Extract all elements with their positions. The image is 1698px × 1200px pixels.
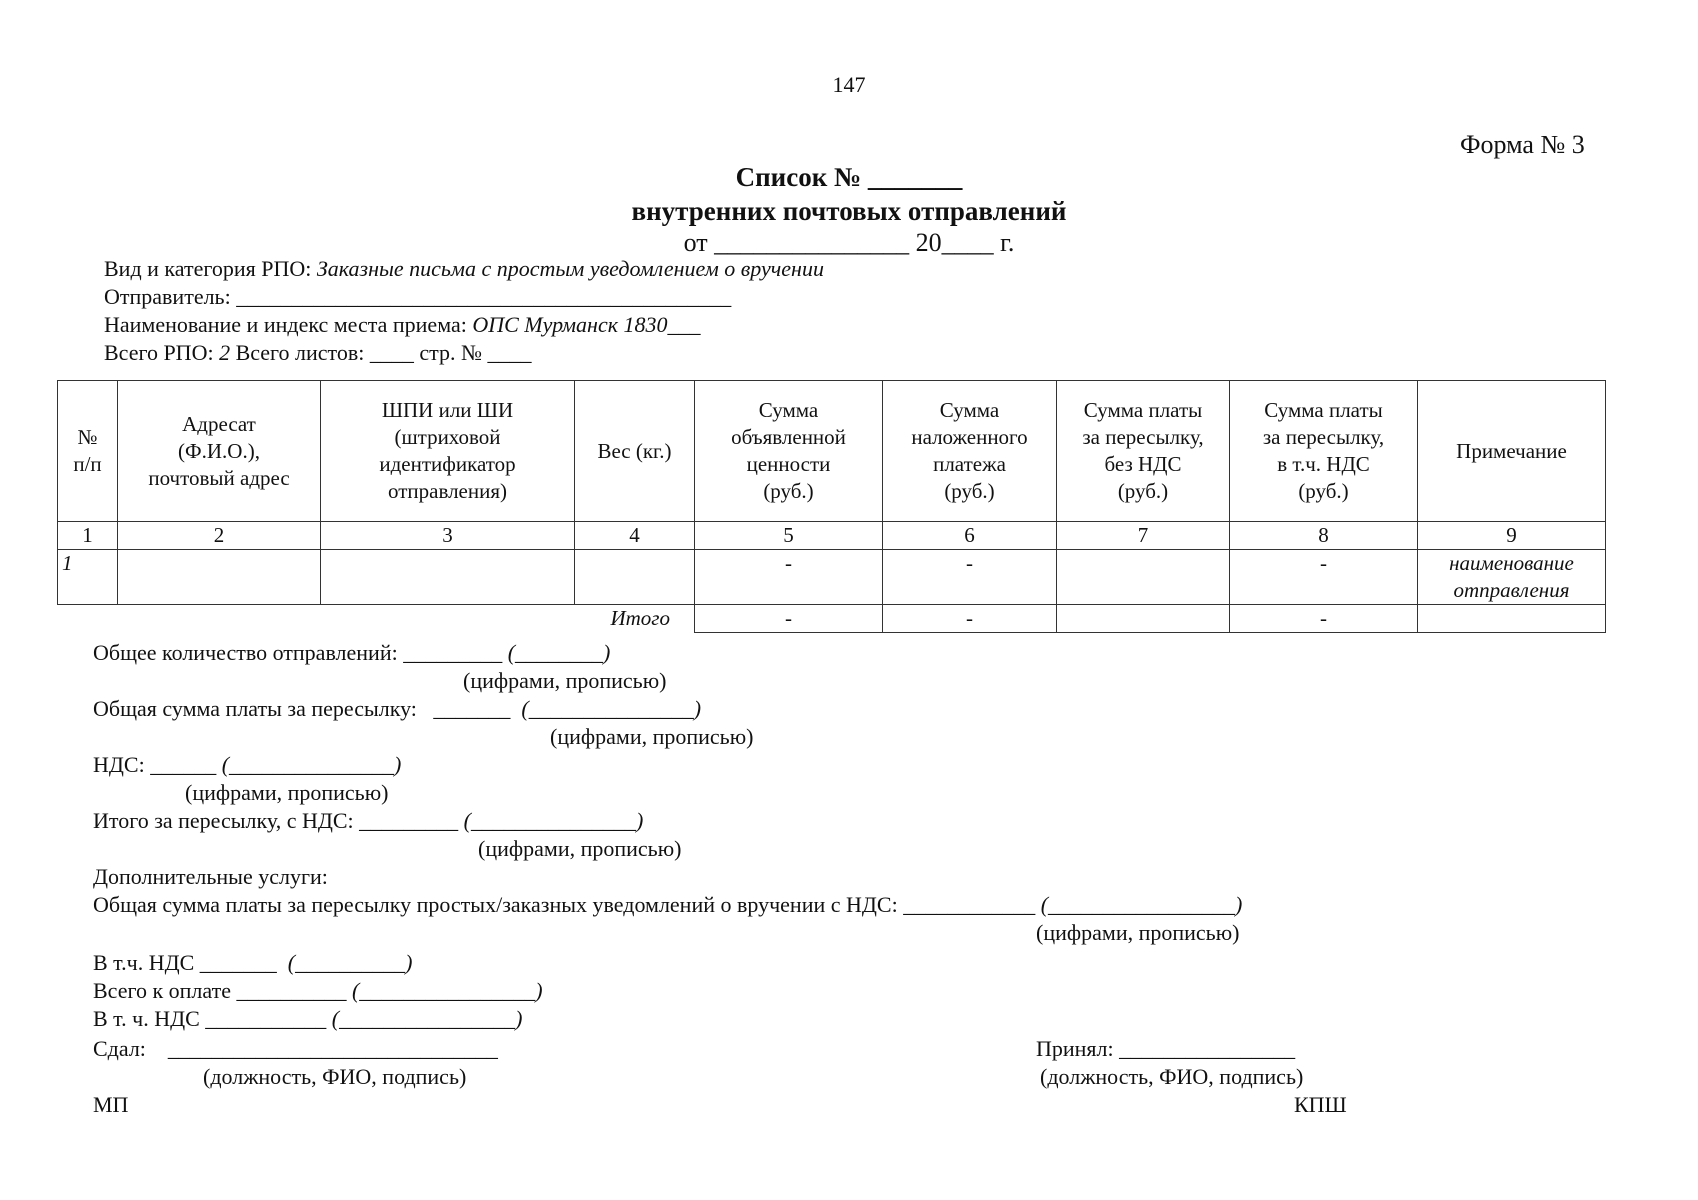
notice-fee-hint: (цифрами, прописью) <box>1036 920 1240 945</box>
header-cell <box>1230 381 1418 522</box>
accepted-blank: ________________ <box>1119 1036 1296 1061</box>
accepted-hint: (должность, ФИО, подпись) <box>1040 1064 1304 1089</box>
total-label: Итого <box>575 605 695 633</box>
sender-blank: _____________________________________________ <box>236 284 732 309</box>
list-subtitle: внутренних почтовых отправлений <box>631 196 1067 226</box>
sender-label: Отправитель: <box>104 284 231 309</box>
acceptance-place-label: Наименование и индекс места приема: <box>104 312 467 337</box>
incl-vat-1-paren: (__________) <box>287 950 413 975</box>
header-line: (руб.) <box>1298 479 1349 503</box>
header-line: Адресат <box>182 411 256 436</box>
total-count-hint: (цифрами, прописью) <box>463 668 667 693</box>
form-number: Форма № 3 <box>1460 130 1585 159</box>
shipments-table <box>57 380 1606 633</box>
table-cell: - <box>695 550 883 605</box>
total-rpo-label: Всего РПО: <box>104 340 214 365</box>
column-number-cell: 5 <box>695 522 883 550</box>
header-cell <box>1057 381 1230 522</box>
acceptance-place-tail: ___ <box>667 312 701 337</box>
column-number-cell: 2 <box>118 522 321 550</box>
total-rpo-value: 2 <box>219 340 231 365</box>
notice-fee-line <box>93 892 1242 918</box>
header-cell <box>883 381 1057 522</box>
totals-line <box>104 340 532 366</box>
header-line: Вес (кг.) <box>597 438 672 463</box>
total-cell: - <box>695 605 883 633</box>
header-line: ценности <box>746 452 831 476</box>
vat-hint: (цифрами, прописью) <box>185 780 389 805</box>
rpo-kind-label: Вид и категория РПО: <box>104 256 312 281</box>
header-line: (Ф.И.О.), <box>178 438 260 463</box>
column-number-cell: 4 <box>575 522 695 550</box>
header-line: Сумма <box>939 398 1000 422</box>
pay-total-label: Всего к оплате <box>93 978 231 1003</box>
total-count-line <box>93 640 610 666</box>
header-line: (руб.) <box>1117 479 1169 503</box>
handed-over-hint: (должность, ФИО, подпись) <box>203 1064 467 1089</box>
header-line: (штриховой <box>394 425 501 449</box>
table-cell: - <box>883 550 1057 605</box>
sender-line <box>104 284 731 310</box>
header-line: за пересылку, <box>1082 425 1204 449</box>
total-count-paren: (________) <box>507 640 611 665</box>
header-line: Сумма <box>758 398 819 422</box>
notice-fee-label: Общая сумма платы за пересылку простых/заказных уведомлений о вручении с НДС: <box>93 892 898 917</box>
incl-vat-2-paren: (________________) <box>331 1006 523 1031</box>
extra-services-label: Дополнительные услуги: <box>93 864 328 889</box>
total-with-vat-paren: (_______________) <box>463 808 644 833</box>
header-line: ШПИ или ШИ <box>381 398 514 422</box>
header-cell <box>58 381 118 522</box>
total-count-blank: _________ <box>403 640 503 665</box>
pay-total-paren: (________________) <box>351 978 543 1003</box>
table-cell: 1 <box>58 550 118 605</box>
total-with-vat-hint: (цифрами, прописью) <box>478 836 682 861</box>
vat-blank: ______ <box>150 752 217 777</box>
total-cell: - <box>1230 605 1418 633</box>
accepted-label: Принял: <box>1036 1036 1114 1061</box>
column-number-cell: 1 <box>58 522 118 550</box>
total-cell: - <box>883 605 1057 633</box>
header-line: за пересылку, <box>1262 425 1385 449</box>
column-number-cell: 7 <box>1057 522 1230 550</box>
acceptance-place-line <box>104 312 701 338</box>
table-cell <box>321 550 575 605</box>
acceptance-place-value: ОПС Мурманск 1830 <box>472 312 668 337</box>
column-number-cell: 3 <box>321 522 575 550</box>
total-cell <box>1418 605 1606 633</box>
incl-vat-1-label: В т.ч. НДС <box>93 950 195 975</box>
total-fee-hint: (цифрами, прописью) <box>550 724 754 749</box>
vat-paren: (_______________) <box>221 752 402 777</box>
header-line: (руб.) <box>944 479 995 503</box>
handed-over-blank: ______________________________ <box>167 1036 498 1061</box>
header-cell <box>575 381 695 522</box>
rpo-kind-value: Заказные письма с простым уведомлением о вручении <box>316 256 824 281</box>
pay-total-blank: __________ <box>236 978 347 1003</box>
table-row <box>58 550 1606 605</box>
table-cell <box>575 550 695 605</box>
header-cell <box>695 381 883 522</box>
total-fee-paren: (_______________) <box>521 696 702 721</box>
total-fee-blank: _______ <box>433 696 511 721</box>
header-line: Сумма платы <box>1083 398 1203 422</box>
total-fee-line <box>93 696 701 722</box>
header-line: (руб.) <box>763 479 814 503</box>
header-line: отправления) <box>387 479 508 503</box>
pay-total-line <box>93 978 543 1004</box>
incl-vat-1-blank: _______ <box>199 950 277 975</box>
total-cell <box>1057 605 1230 633</box>
header-line: платежа <box>933 452 1006 476</box>
column-number-cell: 9 <box>1418 522 1606 550</box>
total-with-vat-line <box>93 808 643 834</box>
header-line: почтовый адрес <box>148 465 290 490</box>
incl-vat-2-blank: ___________ <box>205 1006 327 1031</box>
stamp-place-right: КПШ <box>1294 1092 1347 1117</box>
header-cell <box>1418 381 1606 522</box>
notice-fee-paren: (_________________) <box>1040 892 1243 917</box>
page-number: 147 <box>832 72 866 97</box>
total-fee-label: Общая сумма платы за пересылку: <box>93 696 417 721</box>
list-date-line: от _______________ 20____ г. <box>683 228 1015 257</box>
header-line: п/п <box>73 452 102 476</box>
table-cell <box>118 550 321 605</box>
header-line: в т.ч. НДС <box>1277 452 1370 476</box>
header-line: Сумма платы <box>1264 398 1383 422</box>
rpo-kind-line <box>104 256 824 282</box>
notice-fee-blank: ____________ <box>903 892 1036 917</box>
accepted-line <box>1036 1036 1295 1062</box>
sheets-text: Всего листов: ____ стр. № ____ <box>235 340 532 365</box>
header-line: объявленной <box>731 425 846 449</box>
incl-vat-line-1 <box>93 950 412 976</box>
column-number-row <box>58 522 1606 550</box>
vat-label: НДС: <box>93 752 145 777</box>
header-line: № <box>77 425 98 449</box>
header-line: наложенного <box>911 425 1028 449</box>
table-cell: наименование отправления <box>1418 550 1606 605</box>
header-line: без НДС <box>1104 452 1182 476</box>
list-title: Список № _______ <box>735 162 963 192</box>
handed-over-label: Сдал: <box>93 1036 146 1061</box>
table-header-row <box>58 381 1606 522</box>
table-cell <box>1057 550 1230 605</box>
header-line: идентификатор <box>379 452 516 476</box>
total-with-vat-label: Итого за пересылку, с НДС: <box>93 808 354 833</box>
handed-over-line <box>93 1036 498 1062</box>
stamp-place-left: МП <box>93 1092 129 1117</box>
incl-vat-line-2 <box>93 1006 522 1032</box>
total-count-label: Общее количество отправлений: <box>93 640 398 665</box>
table-cell: - <box>1230 550 1418 605</box>
incl-vat-2-label: В т. ч. НДС <box>93 1006 200 1031</box>
column-number-cell: 8 <box>1230 522 1418 550</box>
header-line: Примечание <box>1456 438 1567 463</box>
header-cell <box>118 381 321 522</box>
total-row <box>58 605 1606 633</box>
total-with-vat-blank: _________ <box>359 808 459 833</box>
header-cell <box>321 381 575 522</box>
vat-line <box>93 752 401 778</box>
column-number-cell: 6 <box>883 522 1057 550</box>
